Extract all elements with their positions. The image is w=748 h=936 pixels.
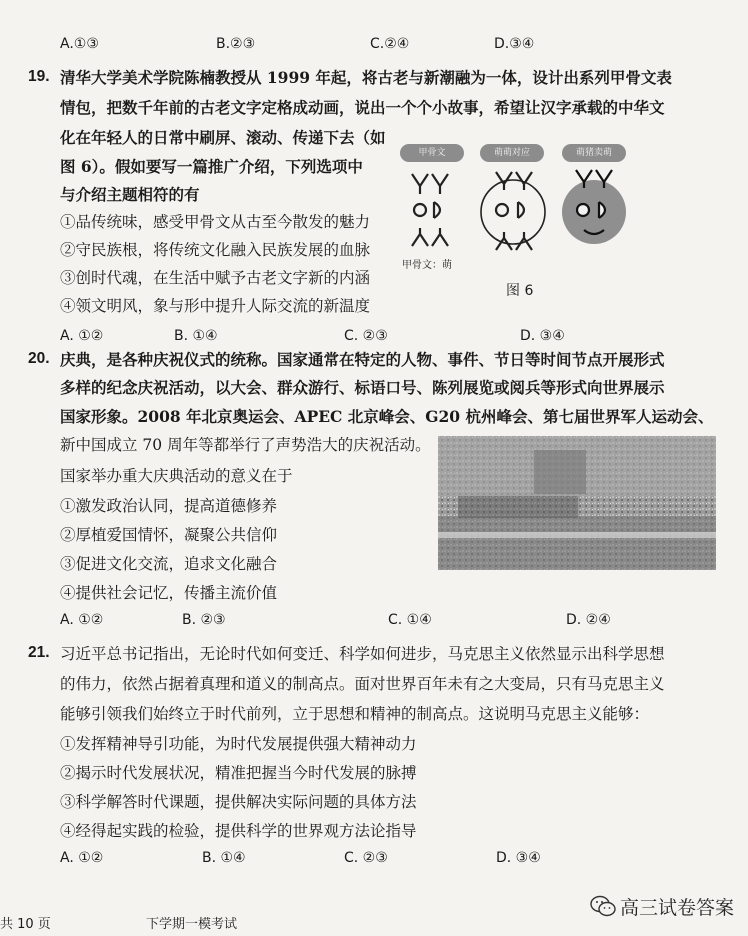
q20-line-5: 国家举办重大庆典活动的意义在于 [60,467,293,485]
figure-tag-2: 萌萌对应 [480,144,544,162]
q19-line-5: 与介绍主题相符的有 [60,185,200,204]
q19-item-4: ④领文明风，象与形中提升人际交流的新温度 [60,297,371,315]
exam-name: 下学期一模考试 [146,917,238,932]
watermark-text: 高三试卷答案 [620,897,735,919]
q21-item-2: ②揭示时代发展状况，精准把握当今时代发展的脉搏 [60,764,417,782]
page-count: 共 10 页 [0,917,51,932]
q20-item-4: ④提供社会记忆，传播主流价值 [60,584,278,602]
q21-option-b: B. ①④ [202,850,246,866]
oracle-glyph-icon [412,174,448,246]
q20-line-3: 国家形象。2008 年北京奥运会、APEC 北京峰会、G20 杭州峰会、第七届世界军人运动会、 [60,407,714,426]
figure-sub-caption: 甲骨文：萌 [402,260,452,271]
celebration-photo [438,436,716,570]
q20-option-c: C. ①④ [388,612,432,628]
meng-glyph-illustrations [398,166,630,256]
figure-caption: 图 6 [506,283,534,299]
q21-option-d: D. ③④ [496,850,541,866]
q21-option-c: C. ②③ [344,850,388,866]
q19-item-1: ①品传统味，感受甲骨文从古至今散发的魅力 [60,213,371,231]
figure-6 [398,144,630,304]
q19-line-1: 清华大学美术学院陈楠教授从 1999 年起，将古老与新潮融为一体，设计出系列甲骨文表 [60,68,672,87]
q19-option-c: C. ②③ [344,328,388,344]
q21-line-1: 习近平总书记指出，无论时代如何变迁、科学如何进步，马克思主义依然显示出科学思想 [60,645,665,663]
q19-item-2: ②守民族根，将传统文化融入民族发展的血脉 [60,241,371,259]
q21-item-3: ③科学解答时代课题，提供解决实际问题的具体方法 [60,793,417,811]
figure-tag-3: 萌猪卖萌 [562,144,626,162]
q20-line-1: 庆典，是各种庆祝仪式的统称。国家通常在特定的人物、事件、节日等时间节点开展形式 [60,350,665,369]
q20-option-d: D. ②④ [566,612,611,628]
q20-number: 20. [28,350,50,367]
q20-line-2: 多样的纪念庆祝活动，以大会、群众游行、标语口号、陈列展览或阅兵等形式向世界展示 [60,378,665,397]
q20-item-2: ②厚植爱国情怀，凝聚公共信仰 [60,526,278,544]
parade-photo-icon [438,436,716,570]
q20-line-4: 新中国成立 70 周年等都举行了声势浩大的庆祝活动。 [60,436,431,454]
q21-option-a: A. ①② [60,850,104,866]
q19-item-3: ③创时代魂，在生活中赋予古老文字新的内涵 [60,269,371,287]
q19-option-a: A. ①② [60,328,104,344]
wechat-icon [590,895,616,917]
q20-option-a: A. ①② [60,612,104,628]
q19-line-4: 图 6）。假如要写一篇推广介绍，下列选项中 [60,157,363,176]
q21-item-1: ①发挥精神导引功能，为时代发展提供强大精神动力 [60,735,417,753]
q19-option-b: B. ①④ [174,328,218,344]
oracle-glyph-circle-icon [481,172,545,250]
figure-tag-1: 甲骨文 [400,144,464,162]
prev-option-c: C.②④ [370,36,410,52]
q19-option-d: D. ③④ [520,328,565,344]
oracle-glyph-cute-icon [562,170,626,244]
q20-option-b: B. ②③ [182,612,226,628]
q21-number: 21. [28,644,50,661]
q21-line-3: 能够引领我们始终立于时代前列，立于思想和精神的制高点。这说明马克思主义能够： [60,705,650,723]
q19-line-2: 情包，把数千年前的古老文字定格成动画，说出一个个小故事，希望让汉字承载的中华文 [60,98,665,117]
prev-option-d: D.③④ [494,36,535,52]
q20-item-3: ③促进文化交流，追求文化融合 [60,555,278,573]
prev-option-a: A.①③ [60,36,99,52]
q21-line-2: 的伟力，依然占据着真理和道义的制高点。面对世界百年未有之大变局，只有马克思主义 [60,675,665,693]
q19-line-3: 化在年轻人的日常中刷屏、滚动、传递下去（如 [60,128,386,147]
q19-number: 19. [28,68,50,85]
prev-option-b: B.②③ [216,36,256,52]
q21-item-4: ④经得起实践的检验，提供科学的世界观方法论指导 [60,822,417,840]
q20-item-1: ①激发政治认同，提高道德修养 [60,497,278,515]
